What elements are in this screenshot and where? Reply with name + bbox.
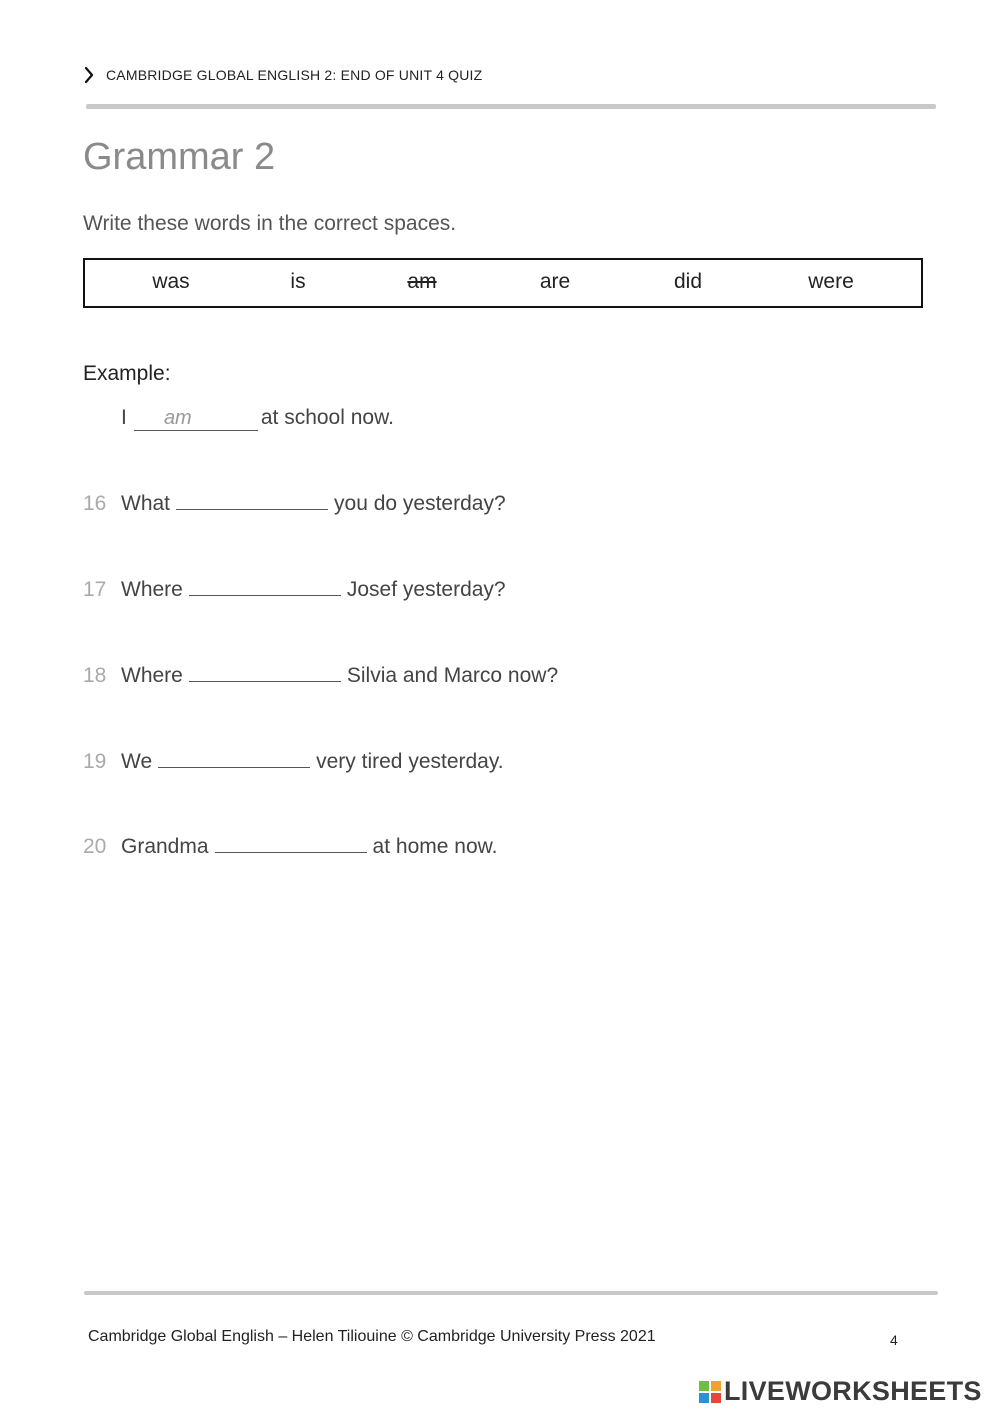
- page-header: [84, 66, 482, 84]
- word-bank-item: is: [290, 270, 306, 293]
- chevron-right-icon: [84, 66, 94, 84]
- question-before: Grandma: [121, 835, 209, 858]
- question-before: What: [121, 492, 171, 515]
- liveworksheets-brand: [698, 1376, 982, 1407]
- answer-blank[interactable]: [189, 665, 341, 682]
- question-number: 17: [83, 578, 107, 601]
- word-bank-item: was: [152, 270, 190, 293]
- question-before: We: [121, 750, 153, 773]
- answer-blank[interactable]: [158, 751, 310, 768]
- section-title: Grammar 2: [83, 136, 276, 178]
- header-title: CAMBRIDGE GLOBAL ENGLISH 2: END OF UNIT 4 QUIZ: [106, 67, 483, 83]
- example-label: Example:: [83, 362, 171, 385]
- brand-text: LIVEWORKSHEETS: [724, 1376, 982, 1406]
- example-after: at school now.: [260, 406, 394, 429]
- word-bank-item: are: [539, 270, 571, 293]
- question-20: [83, 835, 497, 859]
- question-before: Where: [121, 664, 183, 687]
- example-blank: [134, 406, 258, 431]
- example-before: I: [121, 406, 127, 429]
- instructions: Write these words in the correct spaces.: [83, 212, 457, 235]
- question-16: [83, 492, 506, 516]
- liveworksheets-logo-icon: [698, 1380, 722, 1404]
- question-after: very tired yesterday.: [316, 750, 504, 773]
- word-bank-item: did: [673, 270, 703, 293]
- word-bank: [83, 258, 923, 308]
- question-number: 20: [83, 835, 107, 858]
- word-bank-item: were: [808, 270, 854, 293]
- question-after: Silvia and Marco now?: [346, 664, 559, 687]
- question-18: [83, 664, 558, 688]
- question-number: 19: [83, 750, 107, 773]
- question-17: [83, 578, 506, 602]
- header-divider: [86, 104, 936, 109]
- example-sentence: [121, 406, 394, 431]
- answer-blank[interactable]: [176, 493, 328, 510]
- word-bank-item-struck: am: [407, 270, 437, 293]
- question-number: 18: [83, 664, 107, 687]
- question-after: at home now.: [372, 835, 498, 858]
- question-after: you do yesterday?: [334, 492, 506, 515]
- page-number: 4: [890, 1332, 898, 1348]
- question-19: [83, 750, 504, 774]
- example-answer: am: [163, 407, 192, 429]
- question-after: Josef yesterday?: [346, 578, 506, 601]
- footer-credit: Cambridge Global English – Helen Tiliouine © Cambridge University Press 2021: [88, 1328, 656, 1345]
- footer-divider: [84, 1291, 938, 1295]
- question-number: 16: [83, 492, 107, 515]
- question-before: Where: [121, 578, 183, 601]
- answer-blank[interactable]: [215, 836, 367, 853]
- answer-blank[interactable]: [189, 579, 341, 596]
